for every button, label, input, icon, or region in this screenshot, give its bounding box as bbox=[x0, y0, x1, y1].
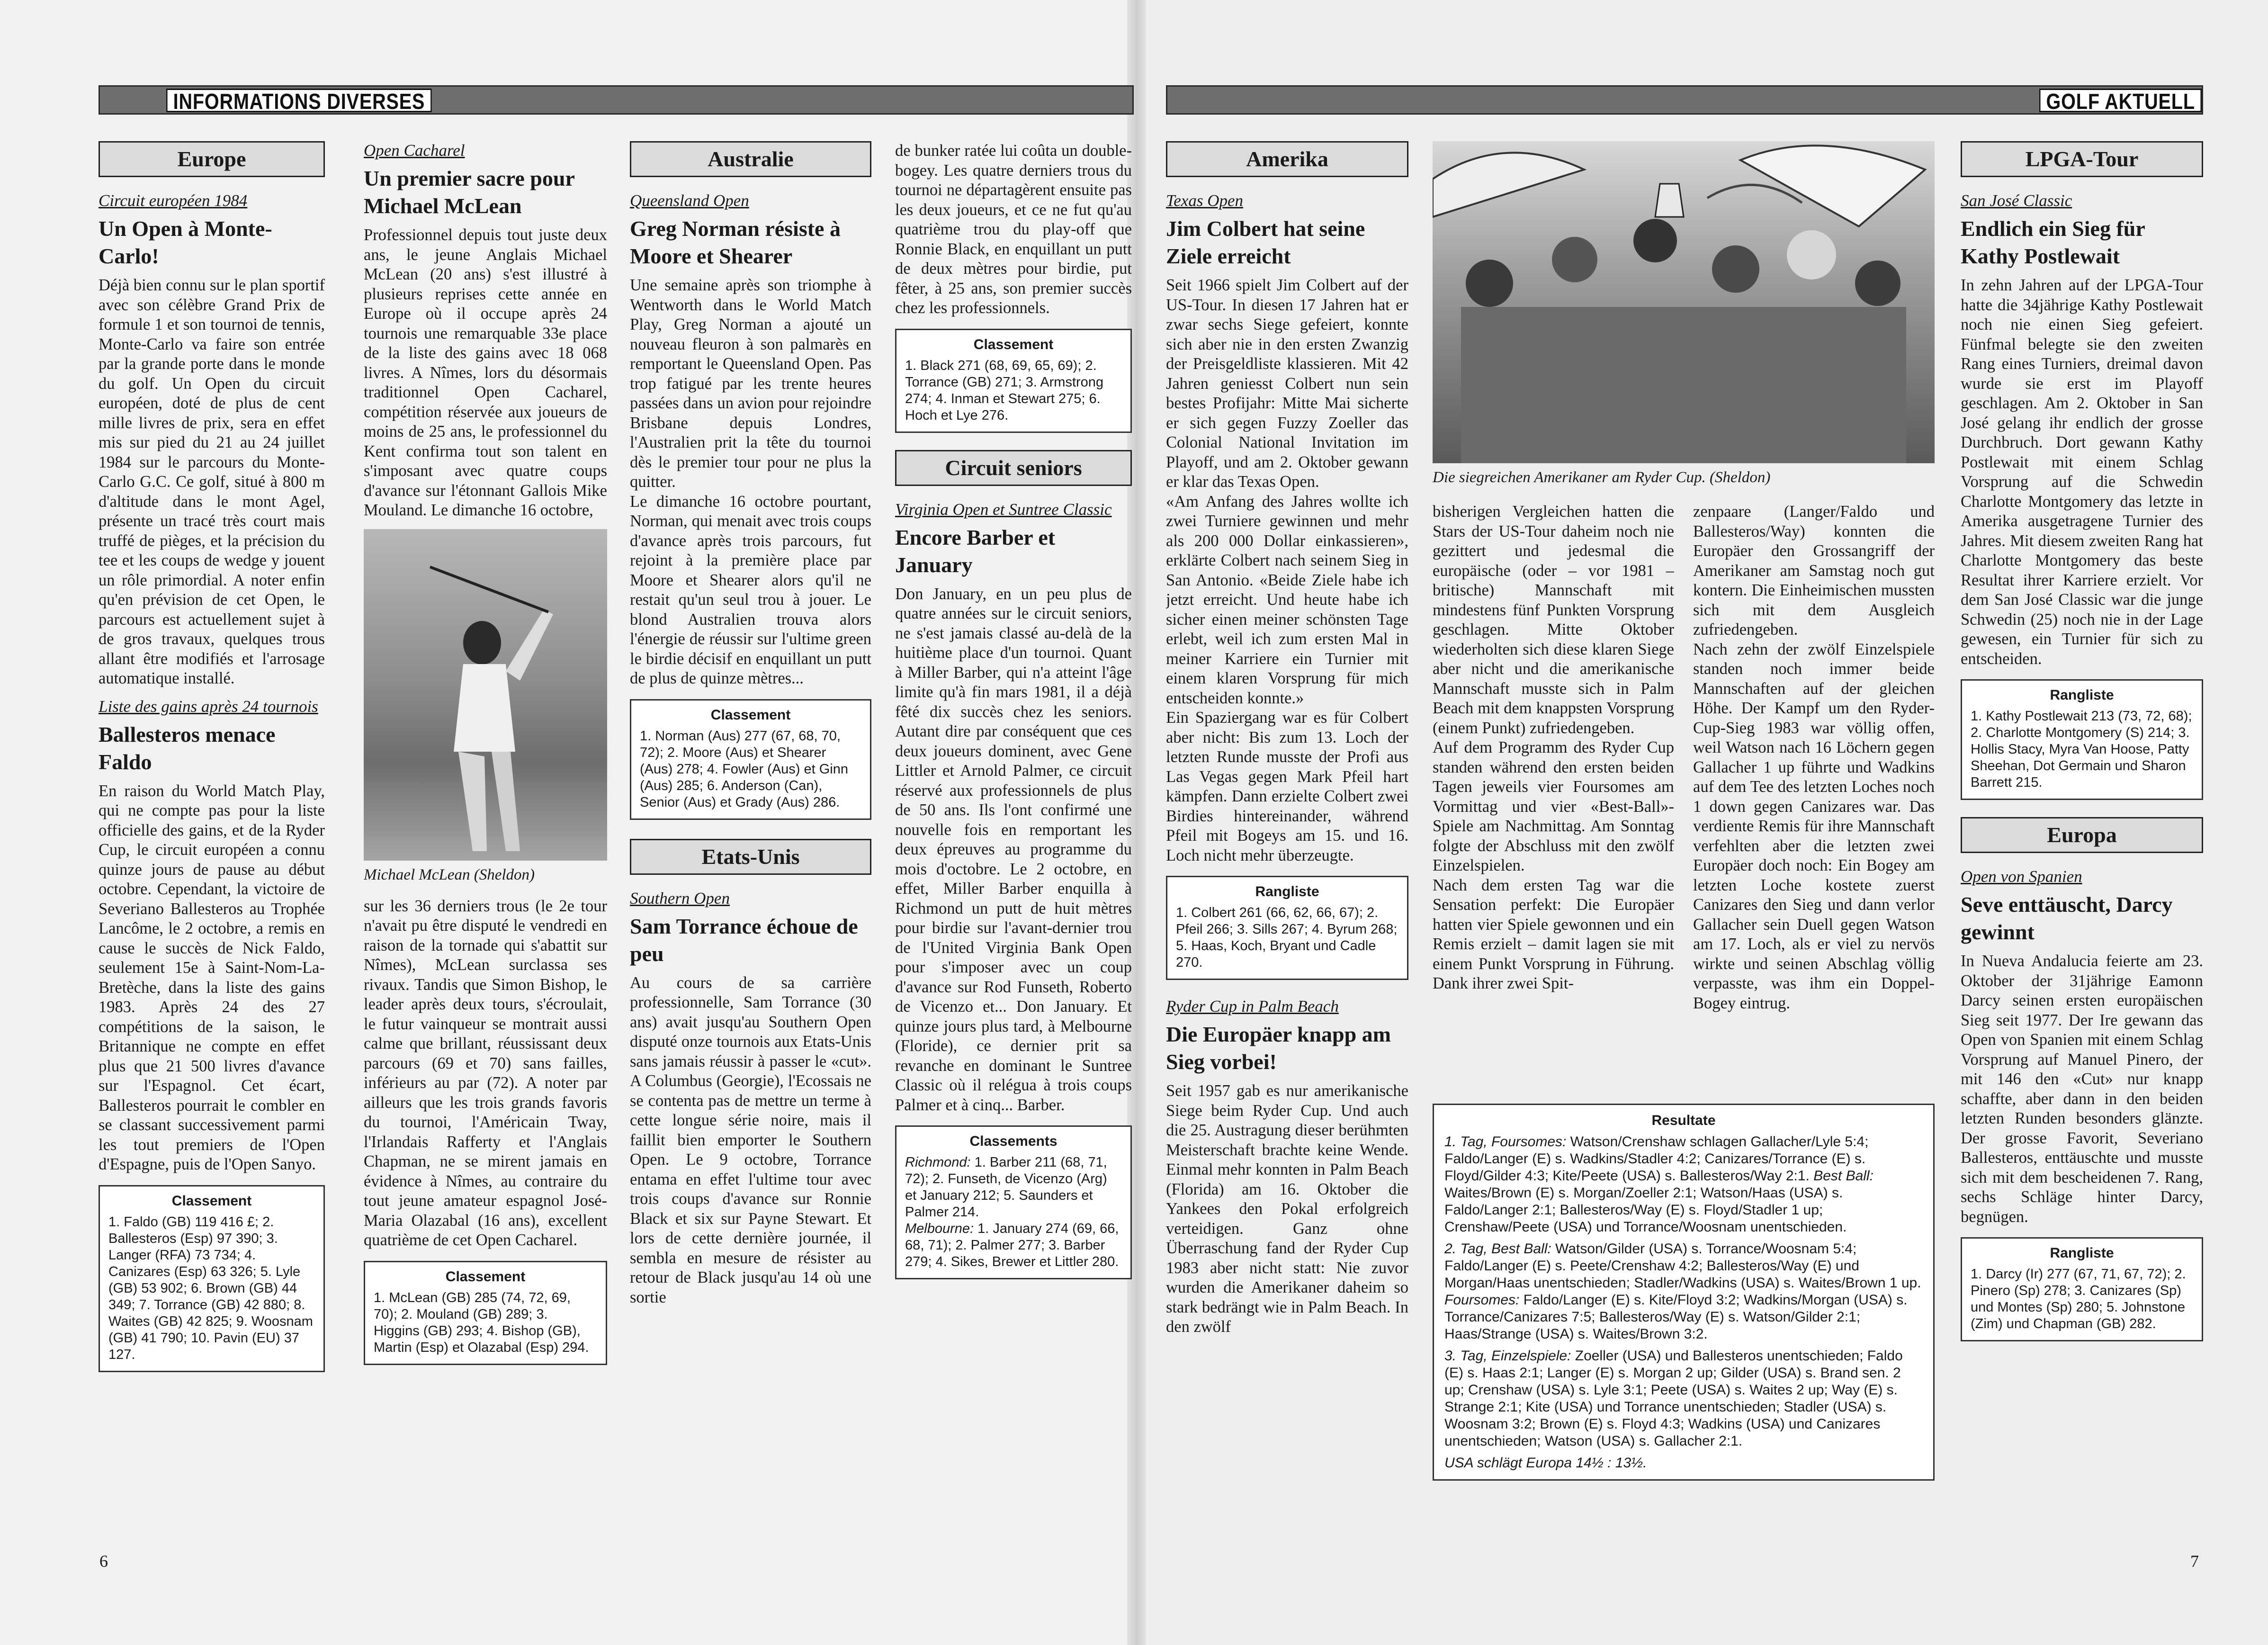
results-final: USA schlägt Europa 14½ : 13½. bbox=[1444, 1455, 1647, 1471]
article-body-continued: zenpaare (Langer/Faldo und Ballesteros/Way) konnten die Europäer den Grossangriff der Amerikaner am Samstag noch gut kontern. Die Einheimischen mussten sich mit dem Ausgleich zufriedengeben. Nach zehn der zwölf Einzelspiele standen noch immer beide Mannschaften auf der gleichen Höhe. Der Kampf um den Ryder-Cup-Sieg 1983 war völlig offen, weil Watson nach 16 Löchern gegen Gallacher 1 up führte und Wadkins auf dem Tee des letzten Loches noch 1 down gegen Canizares war. Das verdiente Remis für ihre Mannschaft verfehlten aber die letzten zwei Europäer doch noch: Ein Bogey am letzten Loche kostete zuerst Canizares den Sieg und dann verlor Gallacher sein Duell gegen Watson am 17. Loch, als er viel zu nervös wirkte und seinen Abschlag völlig verpasste, was ihm ein Doppel-Bogey eintrug. bbox=[1693, 503, 1935, 1012]
column-ryder-2 bbox=[1433, 502, 1674, 1099]
kicker: Liste des gains après 24 tournois bbox=[99, 697, 318, 716]
ranking-label: Melbourne: bbox=[905, 1221, 974, 1236]
ranking-title: Classement bbox=[445, 1268, 526, 1285]
ranking-title: Rangliste bbox=[2050, 687, 2114, 703]
headline: Encore Barber et January bbox=[895, 525, 1056, 577]
kicker: Open von Spanien bbox=[1961, 867, 2082, 886]
article-body: Au cours de sa carrière professionnelle, Sam Torrance (30 ans) avait jusqu'au Southern Open disputé onze tournois aux Etats-Unis sans jamais réussir à passer le «cut». A Columbus (Georgie), l'Ecossais ne se contenta pas de mettre un terme à cette longue série noire, mais il faillit bien emporter le Southern Open. Le 9 octobre, Torrance entama en effet l'ultime tour avec trois coups d'avance sur Ronnie Black et six sur Payne Stewart. Et lors de cette dernière journée, il sembla en mesure de résister au retour de Black jusqu'au 14 où une sortie bbox=[630, 973, 871, 1306]
headline: Die Europäer knapp am Sieg vorbei! bbox=[1166, 1022, 1391, 1074]
headline: Ballesteros menace Faldo bbox=[99, 722, 276, 774]
ranking-text: 1. McLean (GB) 285 (74, 72, 69, 70); 2. Mouland (GB) 289; 3. Higgins (GB) 293; 4. Bishop (GB), Martin (Esp) et Olazabal (Esp) 294. bbox=[374, 1290, 589, 1355]
kicker: San José Classic bbox=[1961, 191, 2072, 210]
kicker: Ryder Cup in Palm Beach bbox=[1166, 997, 1339, 1016]
results-line: Watson/Gilder (USA) s. Torrance/Woosnam 5:4; Faldo/Langer (E) s. Peete/Crenshaw 4:2; Ballesteros/Way (E) und Morgan/Haas unentschieden; Stadler/Wadkins (USA) s. Waites/Brown 1 up. bbox=[1444, 1241, 1921, 1291]
ranking-box bbox=[99, 1185, 325, 1372]
results-day1 bbox=[1444, 1133, 1923, 1236]
banner-golf-aktuell bbox=[1166, 85, 2203, 115]
section-europa: Europa bbox=[1961, 817, 2203, 853]
kicker: Open Cacharel bbox=[364, 141, 465, 160]
ranking-text: 1. Colbert 261 (66, 62, 66, 67); 2. Pfeil 266; 3. Sills 267; 4. Byrum 268; 5. Haas, Koch, Bryant und Cadle 270. bbox=[1176, 905, 1398, 970]
article-body: Une semaine après son triomphe à Wentworth dans le World Match Play, Greg Norman a ajouté un nouveau fleuron à son palmarès en remportant le Queensland Open. Pas trop fatigué par les trente heures passées dans un avion pour rejoindre Brisbane depuis Londres, l'Australien prit la tête du tournoi dès le premier tour pour ne plus la quitter. Le dimanche 16 octobre pourtant, Norman, qui menait avec trois coups d'avance après trois parcours, fut rejoint à la première place par Moore et Shearer alors qu'il ne restait qu'un seul trou à jouer. Le blond Australien trouva alors l'énergie de réussir sur l'ultime green le birdie décisif en enquillant un putt de plus de quinze mètres... bbox=[630, 276, 871, 687]
section-amerika: Amerika bbox=[1166, 141, 1408, 177]
ranking-title: Rangliste bbox=[1255, 884, 1319, 899]
ranking-text: 1. Kathy Postlewait 213 (73, 72, 68); 2. Charlotte Montgomery (S) 214; 3. Hollis Stacy, Myra Van Hoose, Patty Sheehan, Dot Germain und Sharon Barrett 215. bbox=[1971, 709, 2192, 790]
results-day2 bbox=[1444, 1240, 1923, 1343]
ranking-box bbox=[1961, 679, 2203, 800]
headline: Sam Torrance échoue de peu bbox=[630, 914, 858, 966]
results-line: Faldo/Langer (E) s. Kite/Floyd 3:2; Wadkins/Morgan (USA) s. Torrance/Canizares 7:5; Ballesteros/Way (E) s. Watson/Gilder 2:1; Haas/Strange (USA) s. Waites/Brown 3:2. bbox=[1444, 1292, 1908, 1342]
ranking-title: Classement bbox=[171, 1193, 252, 1209]
article-body: In Nueva Andalucia feierte am 23. Oktober der 31jährige Eamonn Darcy seinen ersten europäischen Sieg seit 1977. Der Ire gewann das Open von Spanien mit einem Schlag Vorsprung auf Manuel Pinero, der mit 146 den «Cut» nur knapp schaffte, aber dann in den beiden letzten Runden besonders glänzte. Der grosse Favorit, Severiano Ballesteros, enttäuschte und musste sich mit dem bescheidenen 7. Rang, sechs Schläge hinter Darcy, begnügen. bbox=[1961, 952, 2203, 1226]
results-line: Watson/Crenshaw schlagen Gallacher/Lyle 5:4; Faldo/Langer (E) s. Wadkins/Stadler 4:2; Canizares/Torrance (E) s. Floyd/Gilder 4:3; Kite/Peete (USA) s. Ballesteros/Way 2:1. bbox=[1444, 1134, 1869, 1184]
ranking-text: 1. Faldo (GB) 119 416 £; 2. Ballesteros (Esp) 97 390; 3. Langer (RFA) 73 734; 4. Canizares (Esp) 63 326; 5. Lyle (GB) 53 902; 6. Brown (GB) 44 349; 7. Torrance (GB) 42 880; 8. Waites (GB) 42 825; 9. Woosnam (GB) 41 790; 10. Pavin (EU) 37 127. bbox=[108, 1214, 313, 1362]
ranking-label: Richmond: bbox=[905, 1155, 971, 1170]
section-europe: Europe bbox=[99, 141, 325, 177]
results-day3 bbox=[1444, 1348, 1923, 1450]
ranking-line: 1. January 274 (69, 66, 68, 71); 2. Palmer 277; 3. Barber 279; 4. Sikes, Brewer et Littler 280. bbox=[905, 1221, 1119, 1269]
golfer-silhouette bbox=[364, 529, 607, 861]
kicker: Southern Open bbox=[630, 889, 730, 908]
kicker: Circuit européen 1984 bbox=[99, 191, 248, 210]
ranking-line: 1. Barber 211 (68, 71, 72); 2. Funseth, de Vicenzo (Arg) et January 212; 5. Saunders et Palmer 214. bbox=[905, 1155, 1107, 1220]
photo-caption: Die siegreichen Amerikaner am Ryder Cup. (Sheldon) bbox=[1433, 469, 1771, 486]
ranking-title: Classement bbox=[710, 707, 791, 723]
ranking-title: Rangliste bbox=[2050, 1245, 2114, 1261]
banner-title: INFORMATIONS DIVERSES bbox=[166, 89, 432, 112]
section-australie: Australie bbox=[630, 141, 871, 177]
article-body: Seit 1957 gab es nur amerikanische Siege beim Ryder Cup. Und auch die 25. Austragung dieser berühmten Meisterschaft brachte keine Wende. Einmal mehr konnten in Palm Beach (Florida) am 16. Oktober die Yankees den Pokal erfolgreich verteidigen. Ganz ohne Überraschung fand der Ryder Cup 1983 aber nicht statt: Nie zuvor wurden die Amerikaner daheim so stark bedrängt wie in Palm Beach. In den zwölf bbox=[1166, 1082, 1408, 1336]
column-europe bbox=[99, 141, 325, 1496]
ranking-box bbox=[895, 1125, 1132, 1279]
ranking-text: 1. Norman (Aus) 277 (67, 68, 70, 72); 2. Moore (Aus) et Shearer (Aus) 278; 4. Fowler (Aus) et Ginn (Aus) 285; 6. Anderson (Can), Senior (Aus) et Grady (Aus) 286. bbox=[640, 728, 848, 810]
page-number-right: 7 bbox=[2190, 1552, 2199, 1571]
photo-michael-mclean bbox=[364, 529, 607, 861]
article-body-continued: de bunker ratée lui coûta un double-bogey. Les quatre derniers trous du tournoi ne départagèrent ensuite pas les deux joueurs, et ce ne fut qu'au quatrième trou du play-off que Ronnie Black, en enquillant un putt de deux mètres pour birdie, put fêter, à 25 ans, son premier succès chez les professionnels. bbox=[895, 142, 1132, 317]
results-label: 3. Tag, Einzelspiele: bbox=[1444, 1348, 1571, 1364]
headline: Seve enttäuscht, Darcy gewinnt bbox=[1961, 892, 2173, 944]
page-number-left: 6 bbox=[99, 1552, 108, 1571]
column-lpga bbox=[1961, 141, 2203, 1496]
photo-caption: Michael McLean (Sheldon) bbox=[364, 866, 535, 883]
results-label: 2. Tag, Best Ball: bbox=[1444, 1241, 1551, 1257]
ranking-box bbox=[630, 699, 871, 820]
ranking-box bbox=[1961, 1237, 2203, 1341]
headline: Endlich ein Sieg für Kathy Postlewait bbox=[1961, 216, 2145, 268]
article-body: Déjà bien connu sur le plan sportif avec son célèbre Grand Prix de formule 1 et son tournoi de tennis, Monte-Carlo va faire son entrée par la grande porte dans le monde du golf. Un Open du circuit européen, doté de plus de cent mille livres de prix, sera en effet mis sur pied du 21 au 24 juillet 1984 sur le parcours du Monte-Carlo G.C. Ce golf, situé à 800 m d'altitude dans le mont Agel, présente un tracé très court mais truffé de pièges, et la précision du tee et les coups de wedge y jouent un rôle primordial. A noter enfin qu'en prévision de cet Open, le parcours est actuellement sujet à de gros travaux, quelques trous allant être modifiés et l'arrosage automatique installé. bbox=[99, 276, 325, 687]
article-body: En raison du World Match Play, qui ne compte pas pour la liste officielle des gains, et de la Ryder Cup, le circuit européen a connu quinze jours de pause au début octobre. Cependant, la victoire de Severiano Ballesteros au Trophée Lancôme, le 2 octobre, a remis en cause le succès de Nick Faldo, seulement 15e à Saint-Nom-La-Bretèche, dans la liste des gains 1983. Après 24 des 27 compétitions de la saison, le Britannique ne compte en effet plus que 21 500 livres d'avance sur l'Espagnol. Cet écart, Ballesteros pourrait le combler en se classant successivement parmi les tout premiers de l'Open d'Espagne, puis de l'Open Sanyo. bbox=[99, 782, 325, 1173]
section-etats-unis: Etats-Unis bbox=[630, 839, 871, 875]
ranking-title: Classements bbox=[969, 1133, 1058, 1149]
kicker: Queensland Open bbox=[630, 191, 749, 210]
ryder-cup-figure bbox=[1433, 141, 1935, 499]
column-australie bbox=[630, 141, 871, 1496]
section-circuit-seniors: Circuit seniors bbox=[895, 450, 1132, 486]
kicker: Virginia Open et Suntree Classic bbox=[895, 500, 1112, 519]
column-amerika bbox=[1166, 141, 1408, 1496]
photo-ryder-cup bbox=[1433, 141, 1935, 463]
kicker: Texas Open bbox=[1166, 191, 1244, 210]
results-line: Zoeller (USA) und Ballesteros unentschieden; Faldo (E) s. Haas 2:1; Langer (E) s. Morgan 2 up; Gilder (USA) s. Brand sen. 2 up; Crenshaw (USA) s. Lyle 3:1; Peete (USA) s. Waites 2 up; Way (E) s. Strange 2:1; Kite (USA) und Torrance unentschieden; Stadler (USA) s. Woosnam 3:2; Brown (E) s. Floyd 4:3; Wadkins (USA) und Canizares unentschieden; Watson (USA) s. Gallacher 2:1. bbox=[1444, 1348, 1903, 1449]
ranking-text: 1. Black 271 (68, 69, 65, 69); 2. Torrance (GB) 271; 3. Armstrong 274; 4. Inman et Stewart 275; 6. Hoch et Lye 276. bbox=[905, 358, 1104, 423]
article-body: Don January, en un peu plus de quatre années sur le circuit seniors, ne s'est jamais classé au-delà de la huitième place d'un tournoi. Quant à Miller Barber, qui n'a atteint l'âge limite qu'à fin mars 1981, il a déjà fêté dix succès chez les seniors. Autant dire par conséquent que ces deux joueurs dominent, avec Gene Littler et Arnold Palmer, ce circuit réservé aux professionnels de plus de 50 ans. Ils l'ont confirmé une nouvelle fois en remportant les deux épreuves au programme du mois d'octobre. Le 2 octobre, en effet, Miller Barber enquilla à Richmond un putt de huit mètres pour birdie sur l'avant-dernier trou de l'United Virginia Bank Open pour s'imposer avec un coup d'avance sur Rod Funseth, Roberto de Vicenzo et... Don January. Et quinze jours plus tard, à Melbourne (Floride), ce dernier prit sa revanche en dominant le Suntree Classic où il relégua à trois coups Palmer et à cinq... Barber. bbox=[895, 584, 1132, 1114]
ranking-box bbox=[1166, 876, 1408, 980]
article-body: Professionnel depuis tout juste deux ans, le jeune Anglais Michael McLean (20 ans) s'est illustré à plusieurs reprises cette année en Europe où il occupe après 24 tournois une remarquable 33e place de la liste des gains avec 18 068 livres. A Nîmes, lors du désormais traditionnel Open Cacharel, compétition réservée aux joueurs de moins de 25 ans, le professionnel du Kent confirma tout son talent en s'imposant avec quatre coups d'avance sur l'étonnant Gallois Mike Mouland. Le dimanche 16 octobre, bbox=[364, 226, 607, 519]
ryder-results-box bbox=[1433, 1104, 1935, 1481]
results-title: Resultate bbox=[1651, 1113, 1716, 1128]
results-label: Best Ball: bbox=[1813, 1168, 1874, 1184]
headline: Greg Norman résiste à Moore et Shearer bbox=[630, 216, 841, 268]
column-seniors bbox=[895, 141, 1132, 1496]
ranking-box bbox=[895, 329, 1132, 433]
article-body: In zehn Jahren auf der LPGA-Tour hatte die 34jährige Kathy Postlewait noch nie einen Sieg gefeiert. Fünfmal belegte sie den zweiten Rang eines Turniers, dreimal davon wurde sie erst im Playoff geschlagen. Am 2. Oktober in San José gelang ihr endlich der grosse Durchbruch. Dort gewann Kathy Postlewait mit einem Schlag Vorsprung auf die Schwedin Charlotte Montgomery das letzte in Amerika ausgetragene Turnier des Jahres. Mit diesem zweiten Rang hat Charlotte Montgomery das beste Resultat ihrer Karriere erzielt. Vor dem San José Classic war die junge Schwedin (25) noch nie in der Lage gewesen, ein Turnier für sich zu entscheiden. bbox=[1961, 276, 2203, 668]
banner-informations-diverses bbox=[99, 85, 1134, 115]
column-ryder-3 bbox=[1693, 502, 1935, 1099]
ranking-text: 1. Darcy (Ir) 277 (67, 71, 67, 72); 2. Pinero (Sp) 278; 3. Canizares (Sp) und Montes (Sp) 280; 5. Johnstone (Zim) und Chapman (GB) 282. bbox=[1971, 1267, 2186, 1331]
headline: Jim Colbert hat seine Ziele erreicht bbox=[1166, 216, 1365, 268]
celebration-scene bbox=[1433, 141, 1935, 463]
results-label: 1. Tag, Foursomes: bbox=[1444, 1134, 1567, 1150]
column-cacharel bbox=[364, 141, 607, 1496]
article-body-continued: bisherigen Vergleichen hatten die Stars der US-Tour daheim noch nie gezittert und jedesmal die europäische (oder – vor 1981 – britische) Mannschaft mit mindestens fünf Punkten Vorsprung geschlagen. Mitte Oktober wiederholten sich diese klaren Siege aber nicht und die amerikanische Mannschaft musste sich in Palm Beach mit dem knappsten Vorsprung (einem Punkt) zufriedengeben. Auf dem Programm des Ryder Cup standen während den ersten beiden Tagen jeweils vier Foursomes am Vormittag und vier «Best-Ball»-Spiele am Nachmittag. Am Sonntag folgte der Abschluss mit den zwölf Einzelspielen. Nach dem ersten Tag war die Sensation perfekt: Die Europäer hatten vier Spiele gewonnen und ein Remis erzielt – damit lagen sie mit einem Punkt Vorsprung in Führung. Dank ihrer zwei Spit- bbox=[1433, 503, 1674, 992]
results-line: Waites/Brown (E) s. Morgan/Zoeller 2:1; Watson/Haas (USA) s. Faldo/Langer 2:1; Ballesteros/Way (E) s. Floyd/Stadler 1 up; Crenshaw/Peete (USA) und Torrance/Woosnam unentschieden. bbox=[1444, 1185, 1847, 1235]
article-body: sur les 36 derniers trous (le 2e tour n'avait pu être disputé le vendredi en raison de la tornade qui s'abattit sur Nîmes), McLean surclassa ses rivaux. Tandis que Simon Bishop, le leader après deux tours, s'écroulait, le futur vainqueur se montrait aussi calme que brillant, réussissant deux parcours (69 et 70) sans failles, inférieurs au par (72). A noter par ailleurs que les trois grands favoris du tournoi, l'Américain Tway, l'Irlandais Rafferty et l'Anglais Chapman, ne se mirent jamais en évidence à Nîmes, au contraire du tout jeune amateur espagnol José-Maria Olazabal (16 ans), excellent quatrième de cet Open Cacharel. bbox=[364, 897, 607, 1249]
section-lpga-tour: LPGA-Tour bbox=[1961, 141, 2203, 177]
article-body: Seit 1966 spielt Jim Colbert auf der US-Tour. In diesen 17 Jahren hat er zwar sechs Siege gefeiert, konnte sich aber nie in den ersten Zwanzig der Preisgeldliste klassieren. Mit 42 Jahren geniesst Colbert nun sein bestes Profijahr: Mitte Mai sicherte er sich gegen Fuzzy Zoeller das Colonial National Invitation im Playoff, und am 2. Oktober gewann er klar das Texas Open. «Am Anfang des Jahres wollte ich zwei Turniere gewinnen und mehr als 200 000 Dollar einkassieren», erklärte Colbert nach seinem Sieg in San Antonio. «Beide Ziele habe ich jetzt erreicht. Und heute habe ich sicher einen meiner schönsten Tage erlebt, weil ich zum ersten Mal in meiner Karriere ein Turnier mit einem klaren Vorsprung für mich entscheiden konnte.» Ein Spaziergang war es für Colbert aber nicht: Bis zum 13. Loch der letzten Runde musste der Profi aus Las Vegas gegen Mark Pfeil hart kämpfen. Dann erzielte Colbert zwei Birdies hintereinander, während Pfeil mit Bogeys am 15. und 16. Loch nicht mehr überzeugte. bbox=[1166, 276, 1408, 864]
ranking-box bbox=[364, 1261, 607, 1365]
results-label: Foursomes: bbox=[1444, 1292, 1520, 1308]
banner-title: GOLF AKTUELL bbox=[2039, 89, 2202, 112]
headline: Un Open à Monte-Carlo! bbox=[99, 216, 272, 268]
ranking-title: Classement bbox=[973, 336, 1054, 352]
headline: Un premier sacre pour Michael McLean bbox=[364, 166, 575, 218]
ranking-text bbox=[905, 1154, 1122, 1270]
